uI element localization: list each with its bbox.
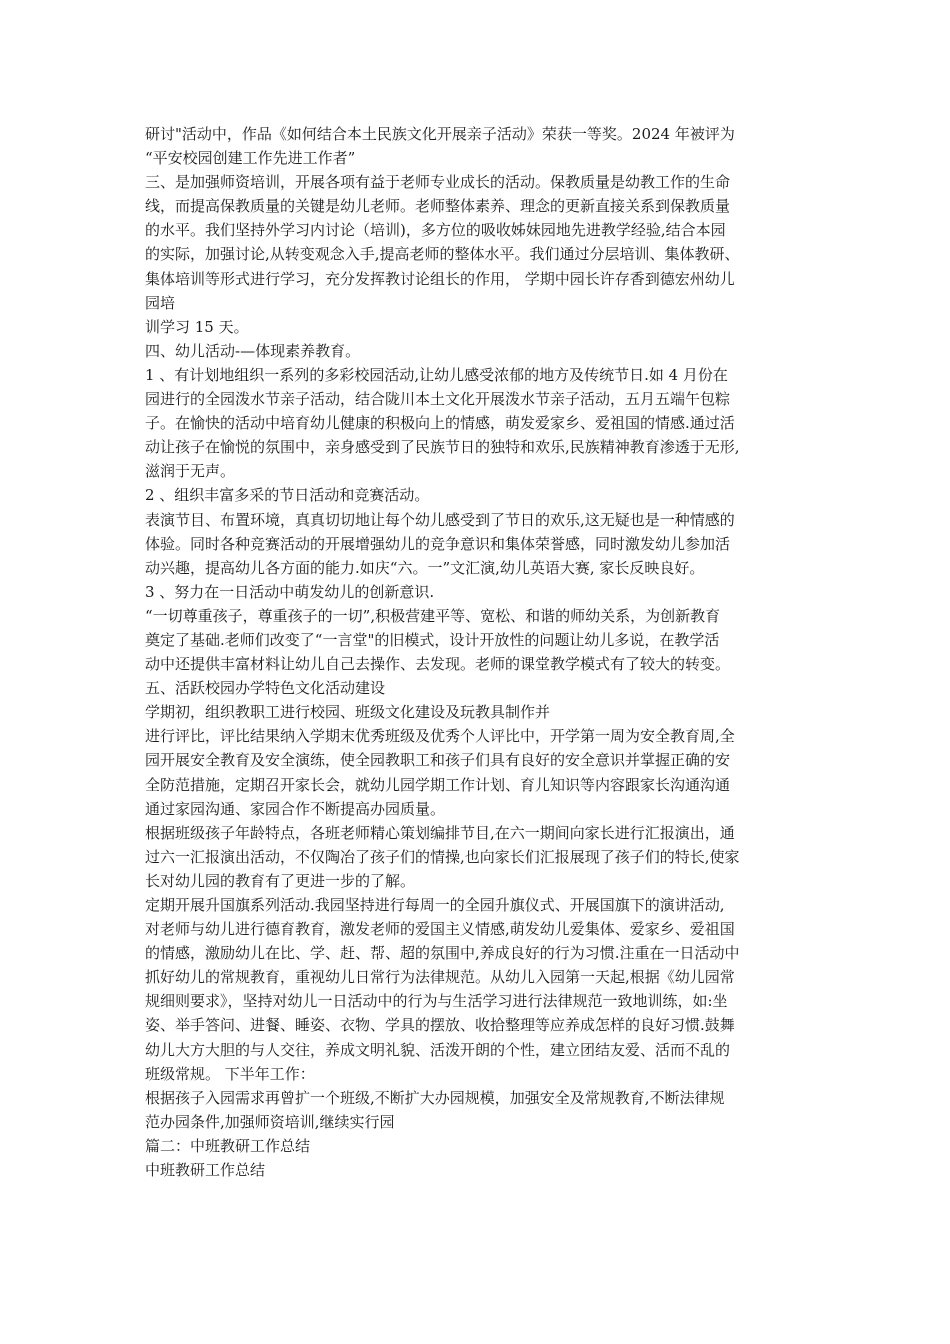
text-line: 表演节目、布置环境，真真切切地让每个幼儿感受到了节日的欢乐,这无疑也是一种情感的 [145,510,735,529]
text-line: 进行评比，评比结果纳入学期末优秀班级及优秀个人评比中，开学第一周为安全教育周,全 [145,727,735,746]
text-line: 园培 [145,293,176,312]
text-line: 范办园条件,加强师资培训,继续实行园 [145,1112,395,1131]
text-line: 的水平。我们坚持外学习内讨论（培训)，多方位的吸收姊妹园地先进教学经验,结合本园 [145,221,726,240]
text-line: 1 、有计划地组织一系列的多彩校园活动,让幼儿感受浓郁的地方及传统节日.如 4 月份在 [145,365,728,384]
text-line: 2 、组织丰富多采的节日活动和竞赛活动。 [145,486,430,505]
text-line: 姿、举手答问、进餐、睡姿、衣物、学具的摆放、收拾整理等应养成怎样的良好习惯.鼓舞 [145,1016,735,1035]
section-heading: 中班教研工作总结 [145,1161,266,1180]
document-body [145,122,817,1182]
text-line: 定期开展升国旗系列活动.我园坚持进行每周一的全园升旗仪式、开展国旗下的演讲活动, [145,896,725,914]
text-line: 动让孩子在愉悦的氛围中，亲身感受到了民族节日的独特和欢乐,民族精神教育渗透于无形, [145,438,740,457]
text-line: 抓好幼儿的常规教育，重视幼儿日常行为法律规范。从幼儿入园第一天起,根据《幼儿园常 [145,968,735,987]
text-line: 幼儿大方大胆的与人交往，养成文明礼貌、活泼开朗的个性，建立团结友爱、活而不乱的 [145,1040,731,1059]
text-line: 通过家园沟通、家园合作不断提高办园质量。 [145,799,446,818]
text-line: 奠定了基础.老师们改变了“一言堂"的旧模式，设计开放性的问题让幼儿多说，在教学活 [145,630,720,649]
text-line: “平安校园创建工作先进工作者” [145,149,356,168]
section-heading: 四、幼儿活动-—体现素养教育。 [145,341,361,360]
text-line: 动中还提供丰富材料让幼儿自己去操作、去发现。老师的课堂教学模式有了较大的转变。 [145,655,731,674]
text-line: “一切尊重孩子，尊重孩子的一切”,积极营建平等、宽松、和谐的师幼关系，为创新教育 [145,606,721,625]
text-line: 规细则要求》，坚持对幼儿一日活动中的行为与生活学习进行法律规范一致地训练，如:坐 [145,992,728,1011]
text-line: 的情感，激励幼儿在比、学、赶、帮、超的氛围中,养成良好的行为习惯.注重在一日活动中 [145,944,740,963]
text-line: 学期初，组织教职工进行校园、班级文化建设及玩教具制作并 [145,703,551,722]
section-heading: 五、活跃校园办学特色文化活动建设 [145,679,386,698]
text-line: 训学习 15 天。 [145,317,249,336]
text-line: 三、是加强师资培训，开展各项有益于老师专业成长的活动。保教质量是幼教工作的生命 [145,173,731,192]
text-line: 过六一汇报演出活动，不仅陶冶了孩子们的情操,也向家长们汇报展现了孩子们的特长,使家 [145,847,740,866]
text-line: 长对幼儿园的教育有了更进一步的了解。 [145,871,416,890]
text-line: 研讨"活动中，作品《如何结合本土民族文化开展亲子活动》荣获一等奖。2024 年被评为 [145,125,735,143]
text-line: 动兴趣，提高幼儿各方面的能力.如庆“六。一”文汇演,幼儿英语大赛, 家长反映良好。 [145,558,705,577]
section-heading: 篇二：中班教研工作总结 [145,1136,311,1155]
text-line: 体验。同时各种竞赛活动的开展增强幼儿的竞争意识和集体荣誉感，同时激发幼儿参加活 [145,534,731,553]
text-line: 的实际，加强讨论,从转变观念入手,提高老师的整体水平。我们通过分层培训、集体教研、 [145,245,740,264]
text-line: 子。在愉快的活动中培育幼儿健康的积极向上的情感，萌发爱家乡、爱祖国的情感.通过活 [145,414,735,433]
text-line: 班级常规。 下半年工作： [145,1064,315,1083]
text-line: 对老师与幼儿进行德育教育，激发老师的爱国主义情感,萌发幼儿爱集体、爱家乡、爱祖国 [145,920,735,939]
text-line: 集体培训等形式进行学习，充分发挥教讨论组长的作用， 学期中园长许存香到德宏州幼儿 [145,269,735,288]
text-line: 全防范措施，定期召开家长会，就幼儿园学期工作计划、育儿知识等内容跟家长沟通沟通 [145,775,731,794]
text-line: 3 、努力在一日活动中萌发幼儿的创新意识. [145,582,435,601]
text-line: 根据孩子入园需求再曾扩一个班级,不断扩大办园规模，加强安全及常规教育,不断法律规 [145,1088,725,1107]
text-line: 园进行的全园泼水节亲子活动，结合陇川本土文化开展泼水节亲子活动，五月五端午包粽 [145,390,731,409]
text-line: 滋润于无声。 [145,462,236,481]
text-line: 线，而提高保教质量的关键是幼儿老师。老师整体素养、理念的更新直接关系到保教质量 [145,197,731,216]
text-line: 根据班级孩子年龄特点，各班老师精心策划编排节目,在六一期间向家长进行汇报演出，通 [145,823,735,842]
text-line: 园开展安全教育及安全演练，使全园教职工和孩子们具有良好的安全意识并掌握正确的安 [145,751,731,770]
